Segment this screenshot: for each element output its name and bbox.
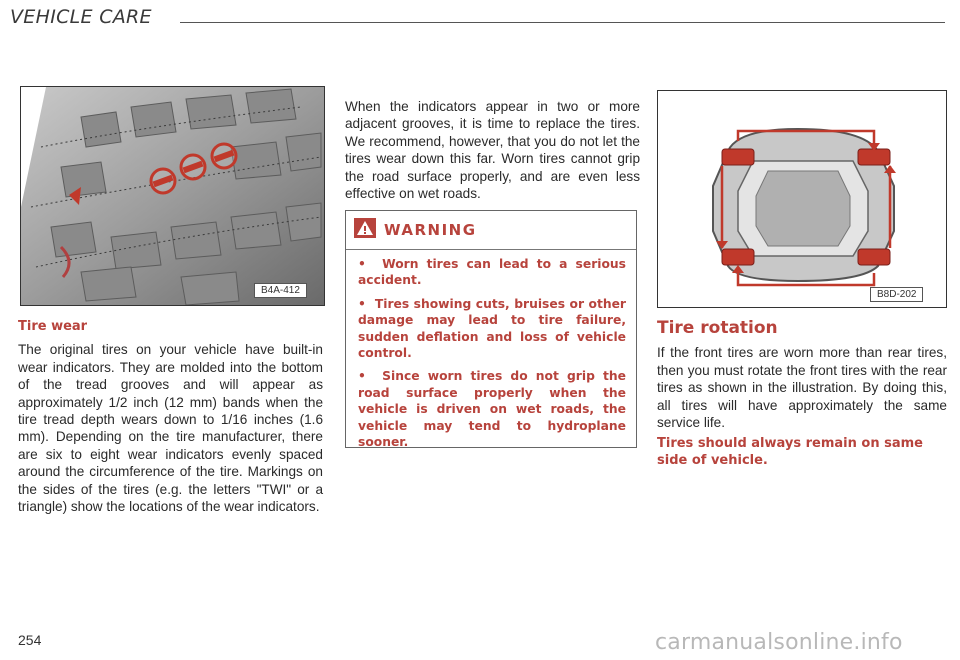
tire-wear-text-1: The original tires on your vehicle have built-in wear indicators. They are molded into the bottom of the tread grooves and will appear as approximately <box>18 342 323 410</box>
fraction-sixteenth: 1/16 <box>220 412 248 428</box>
replacement-paragraph: When the indicators appear in two or more adjacent grooves, it is time to replace the tires. We recommend, however, that you do not let the tires wear down this far. Worn tires cannot grip the road surface properly, and are even less effective on wet roads. <box>345 99 640 202</box>
tire-tread-illustration <box>20 86 325 306</box>
tire-figure-code: B4A-412 <box>254 283 307 298</box>
warning-triangle-icon <box>354 218 376 243</box>
warning-item: • Tires showing cuts, bruises or other damage may lead to tire failure, sudden deflation and loss of vehicle control. <box>358 296 626 361</box>
tire-wear-text-3: inches (1.6 mm). Depending on the tire manufacturer, there are six to eight wear indicators evenly spaced around the circumference of the tire. Markings on the sides of the tires (e.g. the letters "TWI" or a triangle) show the locations of the wear indicators. <box>18 412 324 515</box>
warning-body <box>346 250 636 450</box>
header-rule <box>180 22 945 23</box>
tire-wear-section <box>18 318 323 515</box>
warning-item: • Since worn tires do not grip the road surface properly when the vehicle is driven on wet roads, the vehicle may tend to hydroplane sooner. <box>358 369 626 450</box>
tire-wear-heading: Tire wear <box>18 319 88 334</box>
tire-rotation-heading: Tire rotation <box>657 318 778 338</box>
tire-rotation-paragraph: If the front tires are worn more than rear tires, then you must rotate the front tires with the rear tires as shown in the illustration. By doing this, all tires will have approximately the same service life. <box>657 345 947 431</box>
car-figure-code: B8D-202 <box>870 287 923 302</box>
warning-header <box>346 211 636 250</box>
tire-wear-paragraph <box>18 341 323 515</box>
page-number: 254 <box>18 632 42 648</box>
warning-title: WARNING <box>384 221 477 239</box>
tire-rotation-illustration <box>657 90 947 308</box>
tire-wear-text-2: inch (12 mm) bands when the tire tread depth wears down to <box>18 394 324 428</box>
watermark: carmanualsonline.info <box>655 630 903 655</box>
replacement-section <box>345 98 640 202</box>
warning-item-text: Worn tires can lead to a serious accident. <box>358 257 627 288</box>
page-header-title: VEHICLE CARE <box>10 6 152 28</box>
tire-rotation-section <box>657 320 947 469</box>
warning-item-text: Since worn tires do not grip the road surface properly when the vehicle is driven on wet roads, the vehicle may tend to hydroplane sooner. <box>358 369 626 450</box>
fraction-half: 1/2 <box>108 394 128 410</box>
warning-item-text: Tires showing cuts, bruises or other damage may lead to tire failure, sudden deflation and loss of vehicle control. <box>358 296 626 361</box>
warning-box <box>345 210 637 448</box>
tire-rotation-note: Tires should always remain on same side of vehicle. <box>657 436 923 469</box>
warning-item: • Worn tires can lead to a serious accident. <box>358 257 627 288</box>
